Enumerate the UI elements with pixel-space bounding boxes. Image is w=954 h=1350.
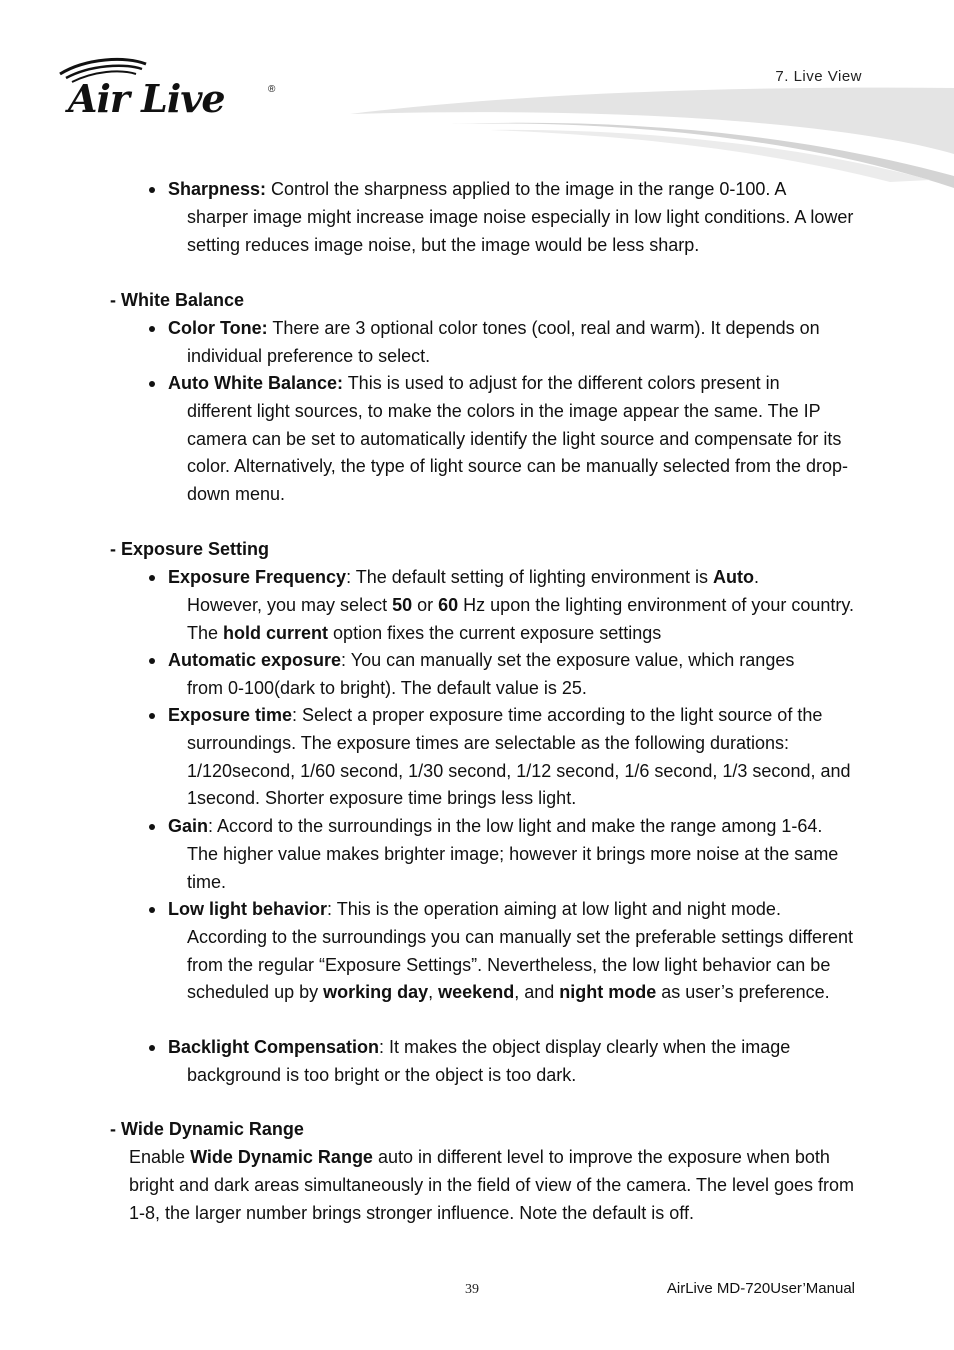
bullet-auto-white-balance: [168, 370, 866, 509]
wdr-paragraph: [129, 1144, 869, 1227]
bullet-text: This is used to adjust for the different colors present in: [343, 373, 780, 393]
manual-title: AirLive MD-720User’Manual: [666, 1280, 855, 1297]
term-label: Auto White Balance:: [168, 373, 344, 393]
term-label: Backlight Compensation: [168, 1037, 380, 1057]
bullet-text: ,: [428, 982, 439, 1003]
bullet-dot: [149, 381, 155, 387]
bullet-continuation: individual preference to select.: [187, 345, 431, 366]
bullet-text: According to the surroundings you can manually set the preferable settings different from the regular “Exposure Settings”. Nevertheless, the low light behavior can be scheduled up by: [187, 926, 854, 1003]
airlive-logo: [56, 56, 286, 122]
bold-value: 50: [392, 594, 413, 615]
bullet-text: or: [412, 594, 439, 615]
bullet-dot: [149, 713, 155, 719]
bullet-text: , and: [514, 982, 560, 1003]
bullet-text: Hz upon the lighting environment of your country. The: [187, 594, 855, 643]
bullet-text: Control the sharpness applied to the image in the range 0-100. A: [266, 179, 787, 199]
page-number: 39: [465, 1282, 479, 1297]
term-label: Color Tone:: [168, 318, 268, 338]
bullet-continuation: [168, 924, 866, 1007]
term-label: Sharpness:: [168, 179, 267, 199]
term-label: Gain: [168, 816, 209, 836]
bold-term: Wide Dynamic Range: [190, 1147, 373, 1167]
bullet-continuation: surroundings. The exposure times are selectable as the following durations: 1/120second, 1/60 second, 1/30 second, 1/12 second, 1/6 second, 1/3 second, and 1second. Shorter exposure time brings less light.: [187, 732, 851, 809]
bullet-backlight-compensation: [168, 1034, 866, 1090]
paragraph-text: auto in different level to improve the exposure when both bright and dark areas simultaneously in the field of view of the camera. The level goes from 1-8, the larger number brings stronger influence. Note the default is off.: [129, 1147, 855, 1223]
bullet-low-light-behavior: [168, 896, 866, 1007]
term-label: Automatic exposure: [168, 650, 342, 670]
bold-value: working day: [323, 982, 429, 1003]
bullet-text: : The default setting of lighting environment is: [346, 567, 713, 587]
bullet-dot: [149, 1045, 155, 1051]
bullet-text: option fixes the current exposure settings: [328, 622, 662, 643]
bullet-dot: [149, 824, 155, 830]
bullet-dot: [149, 187, 155, 193]
bold-value: hold current: [223, 622, 329, 643]
bullet-continuation: from 0-100(dark to bright). The default value is 25.: [187, 677, 587, 698]
bullet-text: There are 3 optional color tones (cool, real and warm). It depends on: [267, 318, 820, 338]
bullet-text: as user’s preference.: [656, 982, 830, 1003]
bullet-text: : This is the operation aiming at low light and night mode.: [327, 899, 781, 919]
bullet-text: However, you may select: [187, 594, 393, 615]
bullet-exposure-frequency: [168, 564, 866, 647]
section-heading-exposure: - Exposure Setting: [110, 539, 270, 559]
bullet-color-tone: [168, 315, 866, 371]
bullet-text: : Accord to the surroundings in the low light and make the range among 1-64.: [208, 816, 823, 836]
bullet-sharpness: [168, 176, 866, 259]
bullet-text: : Select a proper exposure time according to the light source of the: [292, 705, 823, 725]
bullet-text: : It makes the object display clearly when the image: [379, 1037, 791, 1057]
bullet-automatic-exposure: [168, 647, 866, 703]
paragraph-text: Enable: [129, 1147, 191, 1167]
chapter-label: 7. Live View: [775, 68, 862, 85]
bullet-dot: [149, 575, 155, 581]
bullet-text: .: [753, 567, 759, 587]
bullet-text: : You can manually set the exposure value, which ranges: [341, 650, 795, 670]
bullet-continuation: The higher value makes brighter image; however it brings more noise at the same time.: [187, 843, 839, 892]
bullet-gain: [168, 813, 866, 896]
bullet-continuation: background is too bright or the object is too dark.: [187, 1064, 577, 1085]
section-heading-white-balance: - White Balance: [110, 290, 245, 310]
section-heading-wdr: - Wide Dynamic Range: [110, 1119, 304, 1139]
registered-mark: ®: [268, 84, 276, 95]
bullet-continuation: sharper image might increase image noise especially in low light conditions. A lower setting reduces image noise, but the image would be less sharp.: [187, 206, 854, 255]
logo-wordmark: Air Live: [68, 76, 225, 121]
bullet-dot: [149, 658, 155, 664]
bullet-continuation: [168, 592, 866, 648]
bold-value: Auto: [712, 567, 754, 587]
bullet-continuation: different light sources, to make the colors in the image appear the same. The IP camera can be set to automatically identify the light source and compensate for its color. Alternatively, the type of light source can be manually selected from the drop-down menu.: [187, 400, 849, 505]
bold-value: weekend: [438, 982, 515, 1003]
bold-value: night mode: [559, 982, 657, 1003]
bold-value: 60: [438, 594, 459, 615]
term-label: Exposure time: [168, 705, 293, 725]
bullet-exposure-time: [168, 702, 866, 813]
bullet-dot: [149, 326, 155, 332]
bullet-dot: [149, 907, 155, 913]
term-label: Low light behavior: [168, 899, 328, 919]
term-label: Exposure Frequency: [168, 567, 347, 587]
